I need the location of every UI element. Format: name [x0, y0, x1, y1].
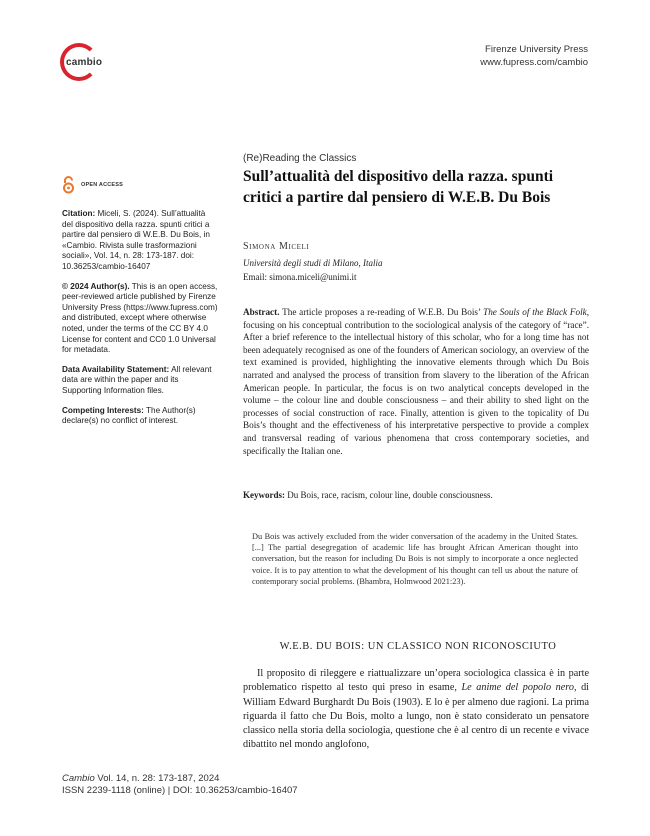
data-availability-label: Data Availability Statement: [62, 364, 170, 374]
abstract-text-1: The article proposes a re-reading of W.E.B. Du Bois’ [282, 307, 481, 317]
cambio-logo [60, 43, 103, 83]
keywords-label: Keywords: [243, 490, 285, 500]
epigraph-quote: Du Bois was actively excluded from the wider conversation of the academy in the United States. [...] The partial desegregation of academic life has brought African American thought into conversation, but the reason for including Du Bois is not simply to incorporate a once neglected voice. It is to pay attention to what the development of his thought can tell us about the nature of contemporary social problems. (Bhambra, Holmwood 2021:23). [252, 532, 578, 586]
abstract [243, 306, 589, 457]
logo-text: cambio [66, 57, 103, 68]
copyright-block [62, 282, 218, 356]
section-heading: W.E.B. DU BOIS: UN CLASSICO NON RICONOSCIUTO [279, 641, 557, 652]
keywords [243, 490, 493, 500]
body-text-2: , di William Edward Burghardt Du Bois (1903). E lo è per almeno due ragioni. La prima riguarda il fatto che Du Bois, molto a lungo, non è stato considerato un pensatore classico nella storia della sociologia, questione che è al centro di un recente e vivace dibattito nel mondo anglofono, [243, 682, 589, 751]
copyright-text: This is an open access, peer-reviewed article published by Firenze University Press (https://www.fupress.com) and distributed, except where otherwise noted, under the terms of the CC BY 4.0 License for content and CC0 1.0 Universal for metadata. [62, 281, 218, 355]
article-sidebar [62, 209, 218, 436]
open-access-label: OPEN ACCESS [81, 182, 124, 188]
open-access-badge [62, 176, 123, 194]
footer-issue: Vol. 14, n. 28: 173-187, 2024 [94, 773, 220, 784]
keywords-text: Du Bois, race, racism, colour line, double consciousness. [287, 490, 493, 500]
citation-block [62, 209, 218, 273]
competing-interests-label: Competing Interests: [62, 405, 144, 415]
publisher-url[interactable]: www.fupress.com/cambio [480, 57, 588, 68]
footer-issn: ISSN 2239-1118 (online) | DOI: 10.36253/cambio-16407 [62, 785, 298, 796]
body-book-title: Le anime del popolo nero [461, 682, 574, 694]
author-affiliation: Università degli studi di Milano, Italia [243, 258, 383, 268]
competing-interests-text: The Author(s) declare(s) no conflict of interest. [62, 405, 196, 426]
citation-label: Citation: [62, 209, 96, 218]
data-availability-block [62, 365, 218, 397]
abstract-text-2: , focusing on his conceptual contribution to the sociological analysis of the category of “race”. After a brief reference to the intellectual history of this scholar, who for a long time has not been adequately recognised as one of the founders of American sociology, an overview of the text examined is provided, highlighting the innovative elements through which Du Bois narrated and analysed the process of transition from slavery to the liberation of the African American people. In particular, the focus is on two analytical concepts developed in the volume – the colour line and double consciousness – and their ability to shed light on the processes of social construction of race. Finally, attention is given to the topicality of Du Bois’s thought and the effectiveness of his interpretative perspective to provide a complex and transversal reading of various phenomena that cross contemporary societies, and specifically the Italian one. [243, 307, 590, 456]
abstract-label: Abstract. [243, 307, 280, 317]
footer-journal-line [62, 773, 298, 785]
publisher-name: Firenze University Press [485, 44, 588, 55]
section-label: (Re)Reading the Classics [243, 153, 357, 164]
abstract-book-title: The Souls of the Black Folk [483, 307, 587, 317]
open-access-icon [62, 176, 75, 194]
competing-interests-block [62, 406, 218, 427]
page-footer [62, 773, 298, 797]
author-name: Simona Miceli [243, 241, 310, 252]
footer-journal-name: Cambio [62, 773, 95, 784]
article-title: Sull’attualità del dispositivo della razza. spunti critici a partire dal pensiero di W.E.B. Du Bois [243, 168, 554, 206]
data-availability-text: All relevant data are within the paper and its Supporting Information files. [62, 364, 212, 395]
author-email[interactable]: Email: simona.miceli@unimi.it [243, 272, 357, 282]
body-paragraph [243, 667, 589, 753]
body-text-1: Il proposito di rileggere e riattualizzare un’opera sociologica classica è in parte problematico rispetto al testo qui preso in esame, [243, 668, 589, 694]
citation-text: Miceli, S. (2024). Sull’attualità del dispositivo della razza. spunti critici a partire dal pensiero di W.E.B. Du Bois, in «Cambio. Rivista sulle trasformazioni sociali», Vol. 14, n. 28: 173-187. doi: 10.36253/cambio-16407 [62, 209, 210, 271]
copyright-label: © 2024 Author(s). [62, 281, 130, 291]
publisher-block [480, 43, 588, 69]
